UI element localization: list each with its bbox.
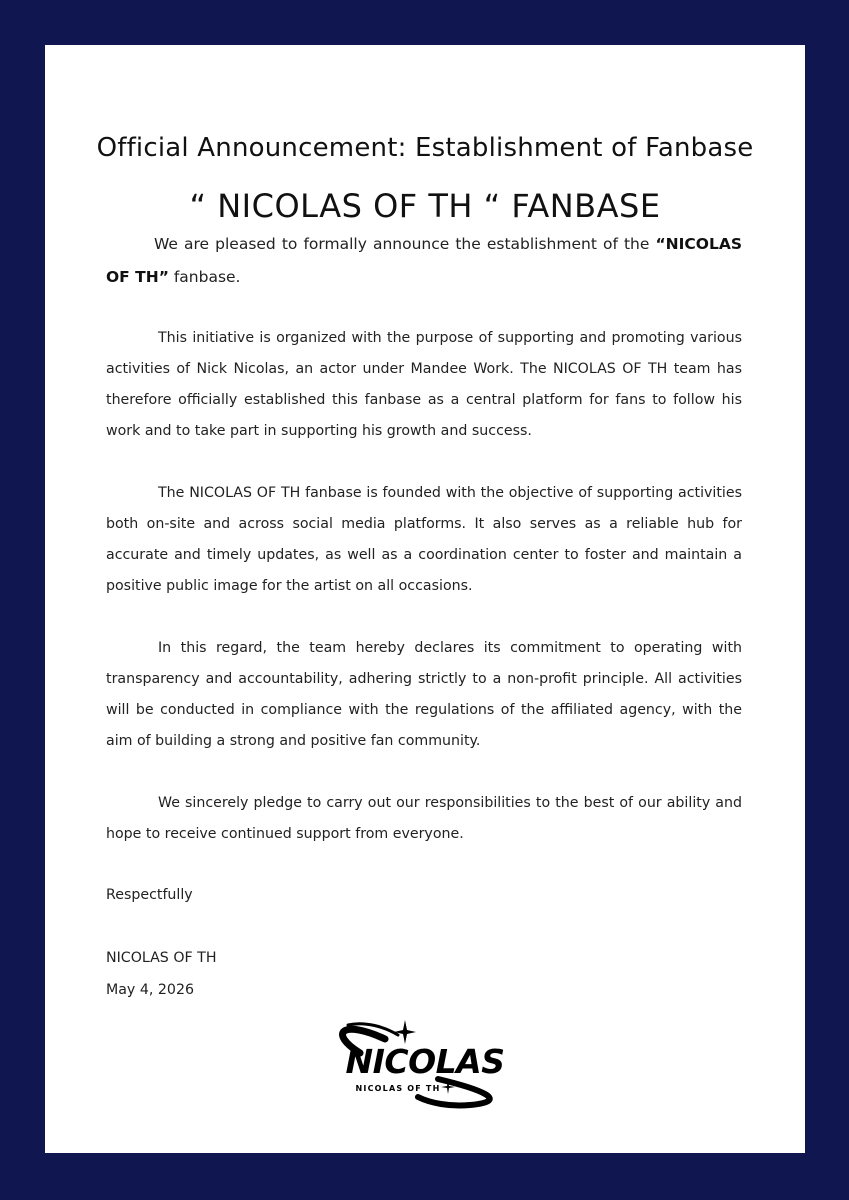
announcement-page [45,45,805,1153]
intro-text: We are pleased to formally announce the establishment of the [154,235,656,253]
nicolas-logo [330,1017,520,1109]
paragraph-commitment: In this regard, the team hereby declares its commitment to operating with transparency and accountability, adhering strictly to a non-profit principle. All activities will be conducted in compliance with the regulations of the affiliated agency, with the aim of building a strong and positive fan community. [106,640,742,749]
paragraph-objective: The NICOLAS OF TH fanbase is founded with the objective of supporting activities both on-site and across social media platforms. It also serves as a reliable hub for accurate and timely updates, as well as a coordination center to foster and maintain a positive public image for the artist on all occasions. [106,485,742,594]
paragraph-pledge: We sincerely pledge to carry out our responsibilities to the best of our ability and hope to receive continued support from everyone. [106,795,742,842]
signature-date: May 4, 2026 [106,982,194,998]
paragraph-intro [106,228,742,294]
paragraph-initiative: This initiative is organized with the purpose of supporting and promoting various activities of Nick Nicolas, an actor under Mandee Work. The NICOLAS OF TH team has therefore officially established this fanbase as a central platform for fans to follow his work and to take part in supporting his growth and success. [106,330,742,439]
closing-text: Respectfully [106,887,193,903]
intro-bold-name: “NICOLAS OF TH” [106,235,742,286]
announcement-title: Official Announcement: Establishment of Fanbase [96,133,754,163]
signature-name: NICOLAS OF TH [106,950,217,966]
intro-text-end: fanbase. [168,268,241,286]
announcement-body [106,228,742,850]
announcement-subtitle: “ NICOLAS OF TH “ FANBASE [189,187,661,225]
logo-subtext: NICOLAS OF TH [355,1084,441,1093]
logo-wordmark: NICOLAS [345,1042,505,1081]
